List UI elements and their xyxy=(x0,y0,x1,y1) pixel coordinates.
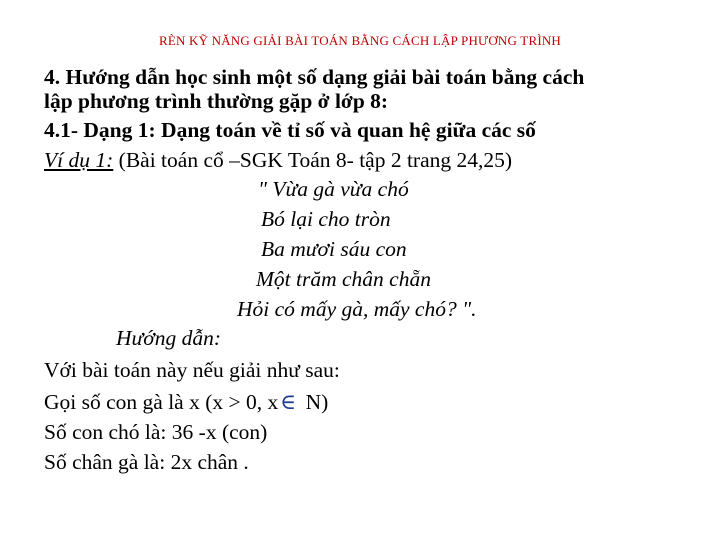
body-line-2-pre: Gọi số con gà là x (x > 0, x xyxy=(44,390,279,414)
body-line-3: Số con chó là: 36 -x (con) xyxy=(44,420,268,444)
example-source: (Bài toán cổ –SGK Toán 8- tập 2 trang 24,25) xyxy=(113,148,513,172)
body-line-1: Với bài toán này nếu giải như sau: xyxy=(44,358,340,382)
example-line xyxy=(44,148,512,172)
section-title-line-1: 4. Hướng dẫn học sinh một số dạng giải bài toán bằng cách xyxy=(44,65,585,89)
element-of-icon: ∈ xyxy=(280,390,297,414)
poem-line-3: Ba mươi sáu con xyxy=(261,237,407,261)
guide-label: Hướng dẫn: xyxy=(116,326,222,350)
slide-header: RÈN KỸ NĂNG GIẢI BÀI TOÁN BẰNG CÁCH LẬP PHƯƠNG TRÌNH xyxy=(158,33,562,48)
section-title-line-2: lập phương trình thường gặp ở lớp 8: xyxy=(44,89,389,113)
poem-line-1: " Vừa gà vừa chó xyxy=(258,177,409,201)
poem-line-2: Bó lại cho tròn xyxy=(261,207,391,231)
example-label: Ví dụ 1: xyxy=(44,148,114,172)
subsection-title: 4.1- Dạng 1: Dạng toán về tỉ số và quan hệ giữa các số xyxy=(44,118,536,142)
body-line-4: Số chân gà là: 2x chân . xyxy=(44,450,249,474)
poem-line-4: Một trăm chân chẵn xyxy=(256,267,431,291)
body-line-2-post: N) xyxy=(300,390,329,414)
body-line-2 xyxy=(44,390,328,414)
poem-line-5: Hỏi có mấy gà, mấy chó? ". xyxy=(237,297,477,321)
